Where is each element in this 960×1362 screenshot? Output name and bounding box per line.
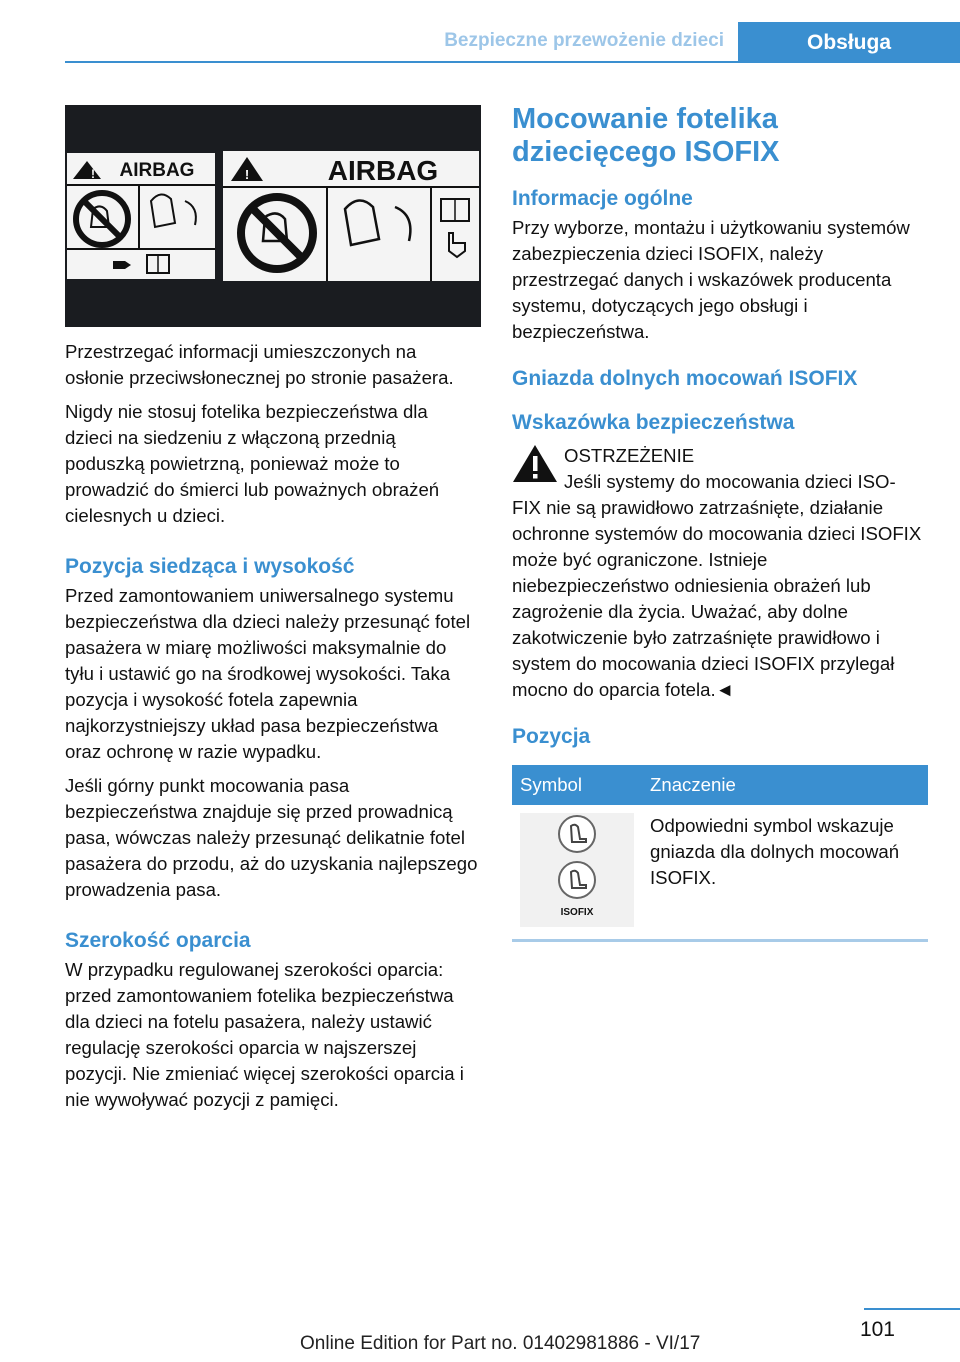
isofix-seat-icon-2 (557, 860, 597, 900)
warning-text-first-line: Jeśli systemy do mocowania dzieci ISO- (564, 471, 896, 492)
symbol-table (512, 765, 928, 942)
footer-rule (864, 1308, 960, 1310)
warning-triangle-icon (512, 443, 558, 483)
svg-text:!: ! (91, 167, 95, 181)
table-cell-meaning: Odpowiedni symbol wskazuje gniazda dla dolnych mocowań ISOFIX. (642, 805, 928, 941)
header-rule (65, 61, 960, 63)
warning-title: OSTRZEŻENIE (564, 445, 695, 466)
warning-text: FIX nie są prawidłowo zatrzaśnięte, działanie ochronne systemów do mocowania dzieci ISOFIX może być ograniczone. Istnieje niebezpieczeństwo odniesienia obrażeń lub zagrożenie dla życia. Uważać, aby dolne zakotwiczenie było zatrzaśnięte prawidłowo i system do mocowania dzieci ISOFIX przylegał mocno do oparcia fotela.◄ (512, 497, 922, 700)
warning-block (512, 443, 928, 495)
left-column (65, 105, 479, 1121)
isofix-seat-icon (557, 814, 597, 854)
isofix-symbols (520, 813, 634, 927)
heading-backrest-width: Szerokość oparcia (65, 929, 251, 952)
airbag-label-figure (65, 105, 481, 327)
paragraph-seat-position: Przed zamontowaniem uniwersalnego systemu bezpieczeństwa dla dzieci należy przesunąć fotel pasażera w miarę możliwości maksymalnie do tyłu i ustawić go na środkowej wysokości. Taka pozycja i wysokość fotela zapewnia najkorzystniejszy układ pasa bezpieczeństwa oraz ochronę w razie wypadku. (65, 585, 471, 762)
right-column (512, 103, 928, 942)
heading-safety-note: Wskazówka bezpieczeństwa (512, 411, 795, 434)
isofix-label: ISOFIX (560, 907, 594, 918)
table-header-symbol: Symbol (512, 765, 642, 805)
heading-general-info: Informacje ogólne (512, 187, 693, 210)
table-header-meaning: Znaczenie (642, 765, 928, 805)
airbag-label-illustration (65, 105, 481, 327)
heading-isofix-sockets: Gniazda dolnych mocowań ISOFIX (512, 367, 858, 390)
section-title: Mocowanie fotelika dziecięcego ISOFIX (512, 103, 780, 168)
paragraph-sunvisor: Przestrzegać informacji umieszczonych na osłonie przeciwsłonecznej po stronie pasażera. (65, 341, 454, 388)
paragraph-warning-airbag: Nigdy nie stosuj fotelika bezpieczeństwa dla dzieci na siedzeniu z włączoną przednią poduszką powietrzną, ponieważ może to prowadzić do śmierci lub poważnych obrażeń cielesnych u dzieci. (65, 401, 440, 526)
airbag-big-text: AIRBAG (327, 155, 439, 186)
airbag-small-text: AIRBAG (119, 160, 195, 181)
paragraph-general-info: Przy wyborze, montażu i użytkowaniu systemów zabezpieczenia dzieci ISOFIX, należy przestrzegać danych i wskazówek producenta systemu, dotyczących jego obsługi i bezpieczeństwa. (512, 217, 910, 342)
header-tab: Obsługa (738, 22, 960, 63)
table-row (512, 805, 928, 941)
svg-text:!: ! (244, 167, 250, 182)
paragraph-backrest-width: W przypadku regulowanej szerokości oparcia: przed zamontowaniem fotelika bezpieczeństwa dla dzieci na fotelu pasażera, należy ustawić regulację szerokości oparcia w najszerszej pozycji. Nie zmieniać więcej szerokości oparcia i nie wywoływać pozycji z pamięci. (65, 959, 464, 1110)
paragraph-belt-anchor: Jeśli górny punkt mocowania pasa bezpieczeństwa znajduje się przed prowadnicą pasa, wówczas należy przesunąć delikatnie fotel pasażera do przodu, aż do uzyskania najlepszego prowadzenia pasa. (65, 775, 478, 900)
edition-text: Online Edition for Part no. 01402981886 - VI/17 (300, 1333, 701, 1354)
heading-seat-position: Pozycja siedząca i wysokość (65, 555, 355, 578)
page-number: 101 (859, 1318, 895, 1341)
header-section-title: Bezpieczne przewożenie dzieci (444, 30, 724, 51)
heading-position: Pozycja (512, 725, 591, 748)
